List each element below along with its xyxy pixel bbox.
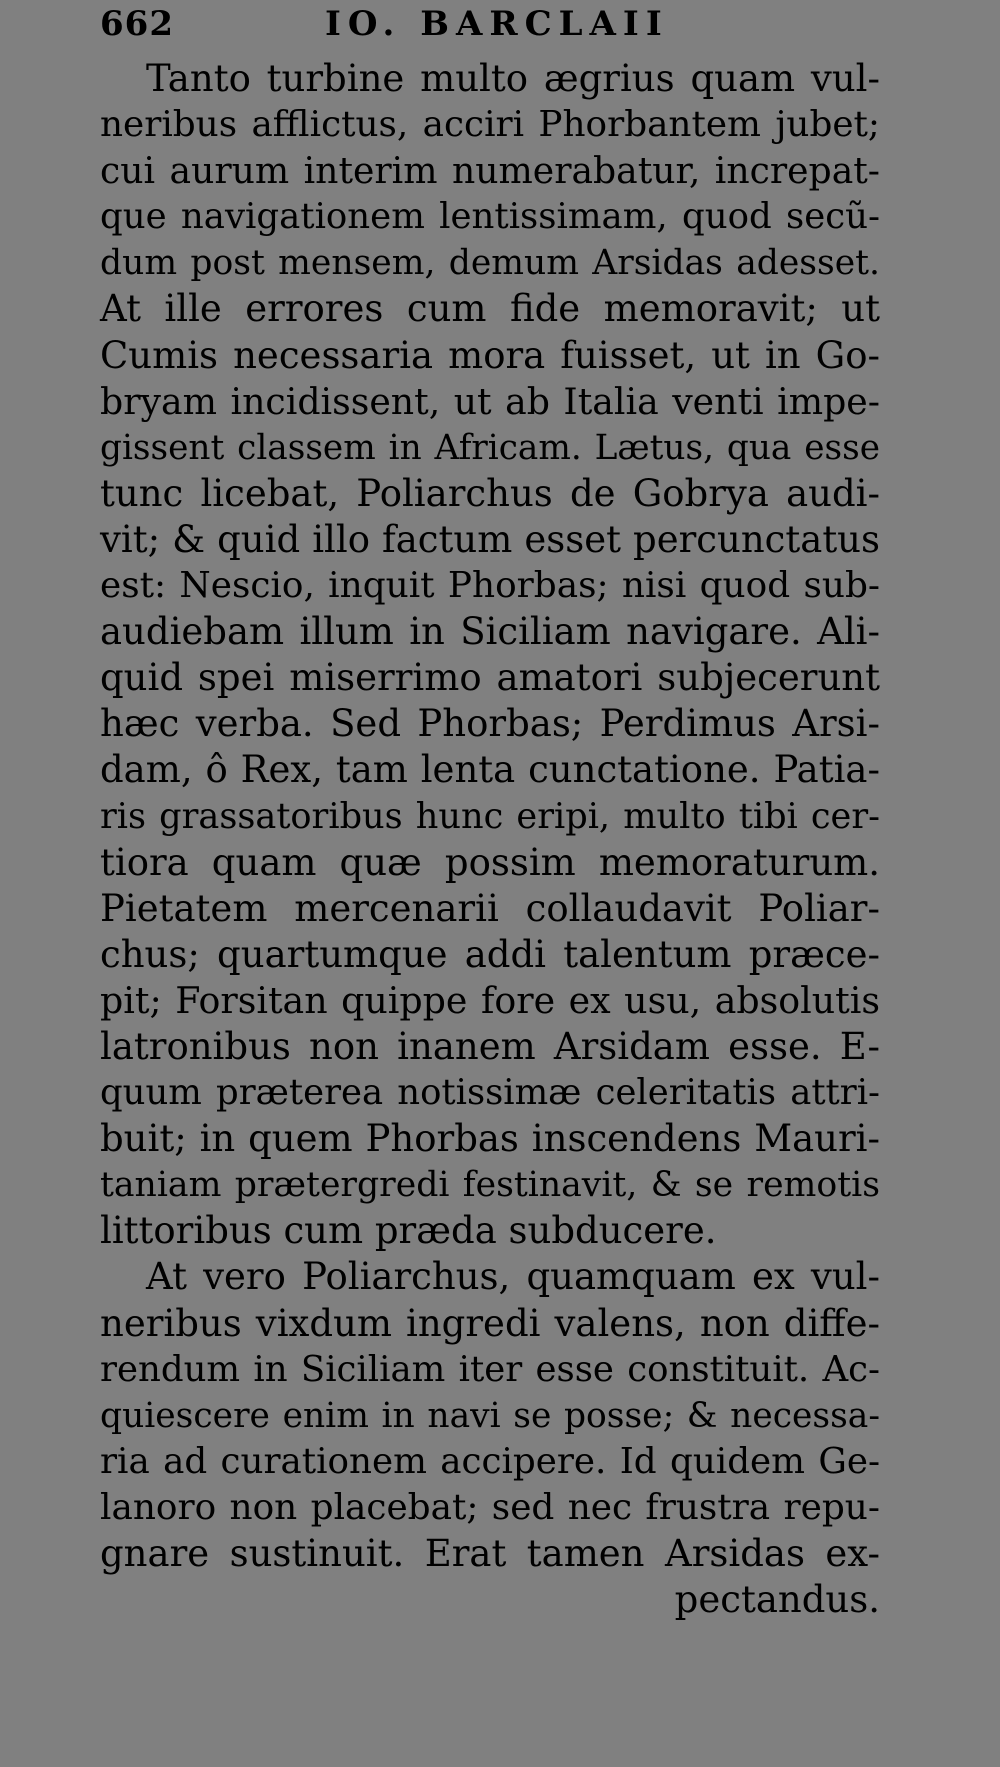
text-line: taniam prætergredi festinavit, & se remotis [100, 1165, 880, 1206]
paragraph-1 [100, 56, 880, 1254]
text-line: dam, ô Rex, tam lenta cunctatione. Patia- [100, 748, 880, 792]
text-line: quum præterea notissimæ celeritatis attri- [100, 1072, 880, 1114]
text-line: cui aurum interim numerabatur, increpat- [100, 149, 880, 193]
text-line: tunc licebat, Poliarchus de Gobrya audi- [100, 471, 880, 515]
text-line: quid spei miserrimo amatori subjecerunt [100, 656, 880, 700]
text-line: rendum in Siciliam iter esse constituit. Ac- [100, 1348, 880, 1390]
text-line: littoribus cum præda subducere. [100, 1209, 717, 1253]
text-line: neribus vixdum ingredi valens, non diffe- [100, 1301, 880, 1345]
text-line: neribus afflictus, acciri Phorbantem jubet; [100, 104, 880, 146]
text-line: gnare sustinuit. Erat tamen Arsidas ex- [100, 1532, 880, 1575]
catchword: pectandus. [674, 1578, 880, 1622]
text-line: vit; & quid illo factum esset percunctatus [100, 517, 880, 561]
text-line: At ille errores cum fide memoravit; ut [100, 287, 880, 331]
text-line: chus; quartumque addi talentum præce- [100, 932, 880, 976]
text-line: dum post mensem, demum Arsidas adesset. [100, 243, 880, 284]
text-line: est: Nescio, inquit Phorbas; nisi quod sub- [100, 565, 880, 607]
page-number: 662 [100, 4, 174, 44]
text-line: gissent classem in Africam. Lætus, qua esse [100, 427, 880, 468]
text-line: buit; in quem Phorbas inscendens Mauri- [100, 1117, 880, 1161]
text-line: Cumis necessaria mora fuisset, ut in Go- [100, 333, 880, 377]
text-line: hæc verba. Sed Phorbas; Perdimus Arsi- [100, 702, 880, 746]
text-line: Pietatem mercenarii collaudavit Poliar- [100, 886, 880, 930]
text-line: quiescere enim in navi se posse; & necessa- [100, 1395, 880, 1436]
running-title: IO. BARCLAII [325, 4, 669, 44]
text-line: ria ad curationem accipere. Id quidem Ge- [100, 1440, 880, 1482]
text-line: que navigationem lentissimam, quod secũ- [100, 196, 880, 238]
text-line: lanoro non placebat; sed nec frustra repu- [100, 1486, 880, 1528]
page-header [100, 0, 740, 48]
text-line: pit; Forsitan quippe fore ex usu, absolutis [100, 978, 880, 1022]
text-line: Tanto turbine multo ægrius quam vul- [146, 57, 880, 100]
text-line: bryam incidissent, ut ab Italia venti impe- [100, 379, 880, 423]
text-line: latronibus non inanem Arsidam esse. E- [100, 1024, 880, 1068]
text-line: tiora quam quæ possim memoraturum. [100, 840, 880, 884]
text-line: At vero Poliarchus, quamquam ex vul- [146, 1255, 880, 1299]
text-body [100, 56, 880, 1623]
text-line: ris grassatoribus hunc eripi, multo tibi cer- [100, 795, 880, 837]
paragraph-2 [100, 1254, 880, 1577]
text-line: audiebam illum in Siciliam navigare. Ali- [100, 610, 880, 654]
